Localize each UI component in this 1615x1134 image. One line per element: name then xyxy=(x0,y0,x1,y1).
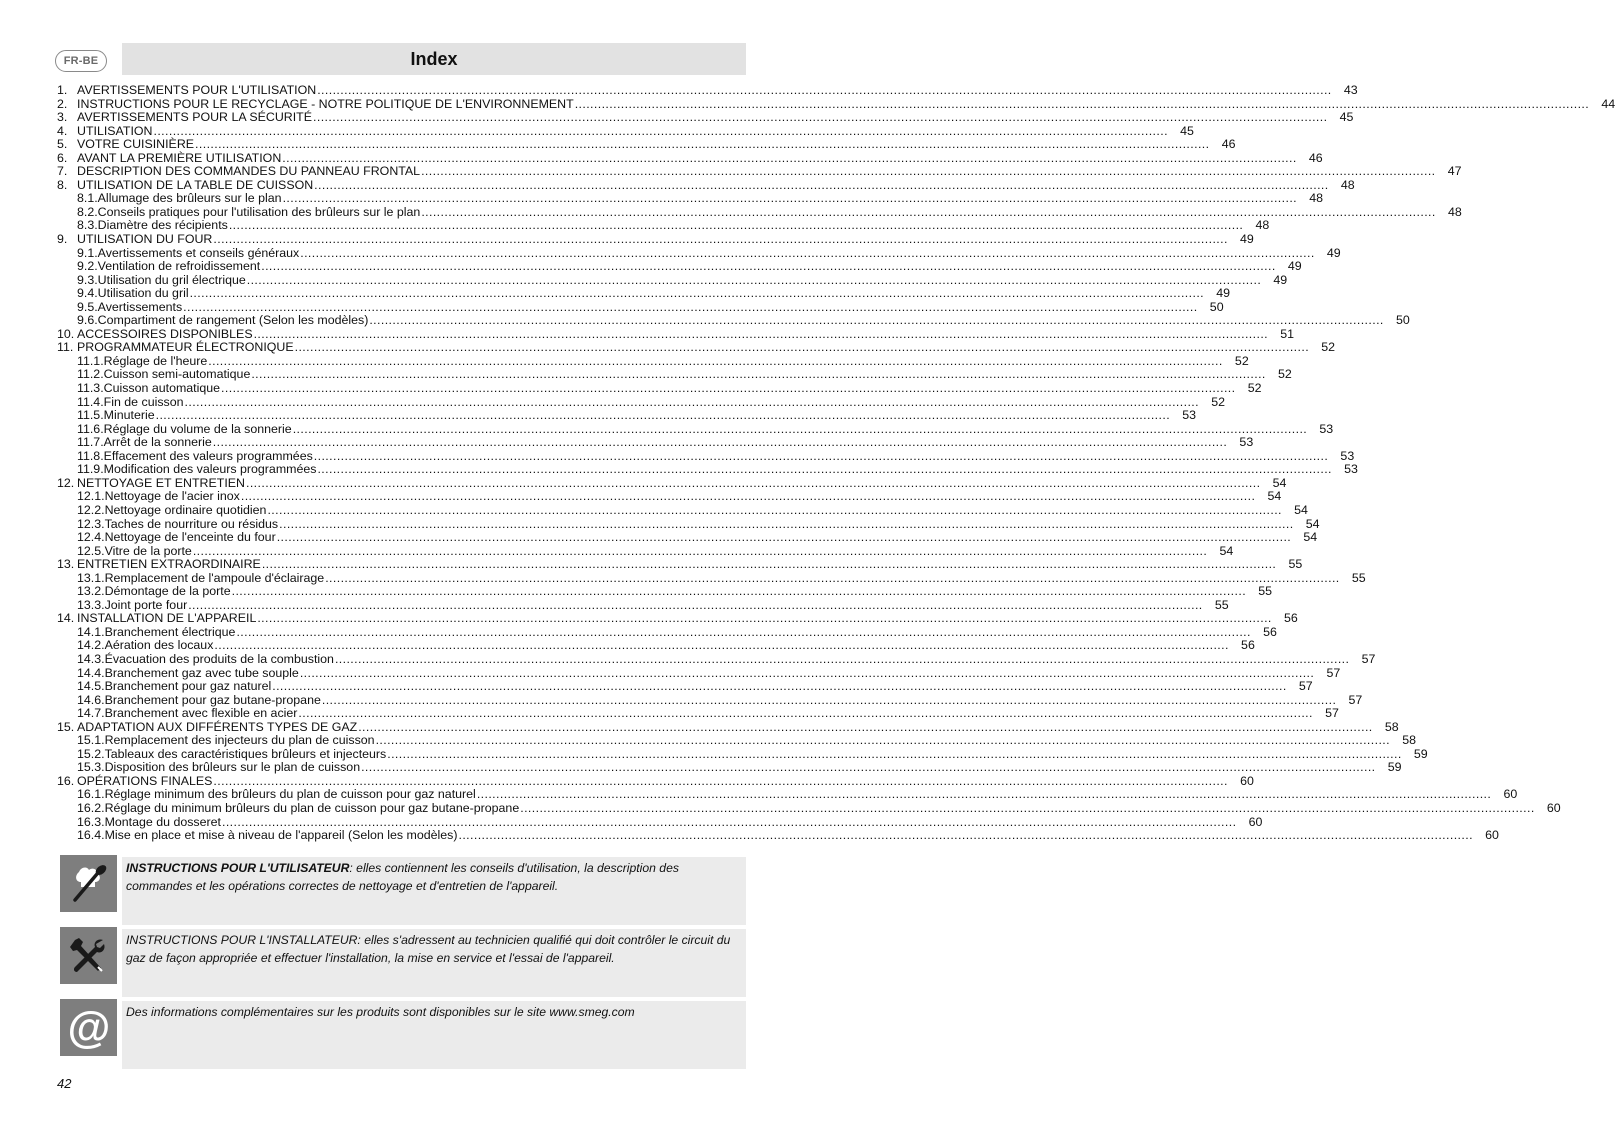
toc-entry-title: Avertissements xyxy=(97,299,183,314)
toc-entry-page: 57 xyxy=(1326,665,1341,680)
toc-entry-title: Branchement gaz avec tube souple xyxy=(104,665,299,680)
toc-dot-leader xyxy=(358,721,1372,735)
toc-entry-page: 52 xyxy=(1234,353,1249,368)
toc-entry-page: 54 xyxy=(1294,502,1308,517)
toc-dot-leader xyxy=(188,599,1202,613)
toc-entry-title: Arrêt de la sonnerie xyxy=(103,435,212,450)
toc-entry-page: 47 xyxy=(1447,164,1462,179)
toc-entry xyxy=(57,597,1229,613)
toc-dot-leader xyxy=(317,84,1331,98)
toc-entry-number: 11.3. xyxy=(77,381,104,396)
toc-entry-page: 43 xyxy=(1343,83,1358,97)
toc-entry-page: 53 xyxy=(1340,448,1355,463)
toc-dot-leader xyxy=(300,247,1314,261)
toc-dot-leader xyxy=(213,436,1227,450)
toc-entry-page: 46 xyxy=(1221,137,1236,152)
toc-entry-page: 48 xyxy=(1447,204,1462,219)
toc-dot-leader xyxy=(214,639,1228,653)
toc-entry-title: AVERTISSEMENTS POUR L'UTILISATION xyxy=(77,83,317,97)
toc-entry xyxy=(57,557,1303,572)
toc-entry xyxy=(57,245,1341,261)
toc-entry xyxy=(57,760,1402,775)
toc-entry-number: 12.3. xyxy=(77,516,105,531)
toc-entry-page: 60 xyxy=(1485,828,1499,843)
toc-entry-title: Branchement électrique xyxy=(104,624,236,639)
toc-dot-leader xyxy=(251,368,1265,382)
toc-entry-number: 11.2. xyxy=(77,367,104,382)
toc-entry-page: 53 xyxy=(1344,462,1358,477)
toc-entry-title: DESCRIPTION DES COMMANDES DU PANNEAU FRONTAL xyxy=(77,164,421,179)
toc-entry-title: Remplacement des injecteurs du plan de cuisson xyxy=(104,733,375,748)
toc-entry-page: 56 xyxy=(1283,611,1298,626)
toc-entry-number: 10. xyxy=(57,326,75,341)
toc-dot-leader xyxy=(295,341,1309,355)
toc-entry-page: 54 xyxy=(1305,516,1320,531)
info-user-body: : elles contiennent les conseils d'utilisation, la description des commandes et les opérations correctes de nettoyage et d'entretien de l'appareil. xyxy=(126,861,679,893)
toc-dot-leader xyxy=(241,490,1255,504)
toc-entry-page: 52 xyxy=(1321,340,1336,355)
toc-entry xyxy=(57,137,1236,152)
toc-entry-page: 60 xyxy=(1248,814,1263,829)
toc-entry-page: 57 xyxy=(1348,692,1363,707)
info-user-text xyxy=(122,855,746,925)
toc-entry-title: ACCESSOIRES DISPONIBLES xyxy=(77,326,253,341)
toc-entry-title: Ventilation de refroidissement xyxy=(97,259,261,274)
toc-entry-title: OPÉRATIONS FINALES xyxy=(77,773,213,788)
toc-dot-leader xyxy=(279,518,1293,532)
toc-entry xyxy=(57,489,1282,504)
toc-entry-number: 12. xyxy=(57,475,75,490)
toc-entry-title: Montage du dosseret xyxy=(104,814,221,829)
toc-dot-leader xyxy=(421,165,1435,179)
toc-entry-title: Fin de cuisson xyxy=(103,394,184,409)
toc-entry-title: Disposition des brûleurs sur le plan de cuisson xyxy=(104,760,361,775)
toc-entry-number: 4. xyxy=(57,123,68,138)
toc-entry-page: 46 xyxy=(1308,150,1323,165)
toc-entry-title: Tableaux des caractéristiques brûleurs et injecteurs xyxy=(104,746,387,761)
toc-entry-title: AVANT LA PREMIÈRE UTILISATION xyxy=(77,150,282,165)
toc-entry-title: NETTOYAGE ET ENTRETIEN xyxy=(77,475,245,490)
toc-entry-number: 11.7. xyxy=(77,435,104,450)
toc-entry-page: 54 xyxy=(1272,475,1287,490)
toc-entry xyxy=(57,733,1416,748)
toc-entry-page: 52 xyxy=(1277,367,1292,382)
toc-dot-leader xyxy=(257,612,1271,626)
toc-entry-page: 52 xyxy=(1247,381,1262,396)
toc-entry-page: 50 xyxy=(1395,313,1410,328)
toc-entry-title: Allumage des brûleurs sur le plan xyxy=(97,191,282,206)
toc-entry-title: PROGRAMMATEUR ÉLECTRONIQUE xyxy=(77,340,294,355)
toc-entry-title: Aération des locaux xyxy=(104,638,214,653)
toc-entry-number: 11.9. xyxy=(77,462,104,477)
toc-entry-title: Vitre de la porte xyxy=(104,543,192,558)
toc-dot-leader xyxy=(293,423,1307,437)
toc-entry-page: 59 xyxy=(1413,746,1428,761)
toc-entry-page: 55 xyxy=(1288,557,1303,572)
toc-entry-title: VOTRE CUISINIÈRE xyxy=(77,137,195,152)
toc-entry-number: 9. xyxy=(57,232,68,247)
toc-entry-title: Cuisson semi-automatique xyxy=(103,367,251,382)
toc-dot-leader xyxy=(477,788,1491,802)
toc-entry-page: 54 xyxy=(1219,543,1234,558)
toc-dot-leader xyxy=(313,111,1327,125)
toc-entry xyxy=(57,204,1462,220)
toc-entry xyxy=(57,110,1354,125)
toc-entry xyxy=(57,773,1254,789)
toc-entry-title: Mise en place et mise à niveau de l'appareil (Selon les modèles) xyxy=(104,828,458,843)
toc-entry-number: 9.4. xyxy=(77,286,98,301)
svg-text:@: @ xyxy=(67,1002,110,1052)
info-user-title: INSTRUCTIONS POUR L'UTILISATEUR xyxy=(126,861,350,875)
toc-entry-title: Nettoyage ordinaire quotidien xyxy=(104,502,267,517)
toc-entry-number: 9.1. xyxy=(77,245,98,260)
toc-entry-page: 56 xyxy=(1241,638,1255,653)
toc-dot-leader xyxy=(267,504,1281,518)
toc-entry xyxy=(57,638,1255,653)
page-number: 42 xyxy=(57,1076,72,1091)
toc-entry-number: 14. xyxy=(57,611,75,626)
toc-entry-number: 16.4. xyxy=(77,828,105,843)
toc-dot-leader xyxy=(283,192,1297,206)
toc-entry-page: 60 xyxy=(1503,787,1518,802)
toc-entry-page: 53 xyxy=(1239,435,1254,450)
toc-entry-number: 13.2. xyxy=(77,584,105,599)
toc-entry-title: INSTRUCTIONS POUR LE RECYCLAGE - NOTRE POLITIQUE DE L'ENVIRONNEMENT xyxy=(77,96,574,111)
toc-entry xyxy=(57,719,1399,735)
toc-entry xyxy=(57,421,1334,437)
toc-entry-title: UTILISATION xyxy=(77,123,153,138)
toc-entry-page: 48 xyxy=(1340,177,1355,192)
toc-entry-title: Nettoyage de l'acier inox xyxy=(104,489,240,504)
toc-entry xyxy=(57,651,1376,667)
toc-entry xyxy=(57,232,1254,247)
toc-entry-title: ENTRETIEN EXTRAORDINAIRE xyxy=(77,557,261,572)
toc-dot-leader xyxy=(156,409,1170,423)
toc-entry-page: 60 xyxy=(1240,773,1254,788)
toc-entry xyxy=(57,313,1410,328)
toc-entry-title: Modification des valeurs programmées xyxy=(103,462,317,477)
toc-entry xyxy=(57,299,1224,315)
toc-entry xyxy=(57,164,1462,179)
toc-entry-page: 59 xyxy=(1387,760,1402,775)
toc-entry xyxy=(57,502,1308,518)
toc-entry xyxy=(57,259,1302,274)
toc-dot-leader xyxy=(195,138,1209,152)
toc-entry-title: Cuisson automatique xyxy=(103,381,221,396)
toc-entry-title: Conseils pratiques pour l'utilisation des brûleurs sur le plan xyxy=(97,204,421,219)
toc-entry-page: 60 xyxy=(1546,800,1561,815)
toc-entry xyxy=(57,435,1254,450)
toc-entry-number: 16.3. xyxy=(77,814,105,829)
toc-entry-page: 48 xyxy=(1309,191,1324,206)
toc-entry-number: 11.1. xyxy=(77,353,104,368)
toc-entry xyxy=(57,543,1234,559)
toc-entry-page: 49 xyxy=(1287,259,1302,274)
toc-entry-number: 12.2. xyxy=(77,502,105,517)
toc-entry xyxy=(57,394,1225,410)
toc-entry xyxy=(57,584,1273,599)
toc-entry-title: UTILISATION DU FOUR xyxy=(77,232,213,247)
toc-entry-title: ADAPTATION AUX DIFFÉRENTS TYPES DE GAZ xyxy=(77,719,358,734)
toc-entry-number: 2. xyxy=(57,96,68,111)
toc-entry-title: Effacement des valeurs programmées xyxy=(103,448,313,463)
toc-entry-page: 49 xyxy=(1326,245,1341,260)
toc-entry xyxy=(57,570,1366,586)
toc-entry-number: 11. xyxy=(57,340,74,355)
toc-entry-title: Démontage de la porte xyxy=(104,584,231,599)
toc-entry-page: 58 xyxy=(1384,719,1399,734)
toc-entry-number: 8.2. xyxy=(77,204,98,219)
toc-entry-title: UTILISATION DE LA TABLE DE CUISSON xyxy=(77,177,314,192)
spoon-chef-icon xyxy=(60,855,117,912)
toc-dot-leader xyxy=(185,396,1199,410)
toc-entry xyxy=(57,828,1499,843)
toc-entry-title: Branchement pour gaz naturel xyxy=(104,679,272,694)
toc-dot-leader xyxy=(154,125,1168,139)
toc-entry xyxy=(57,353,1249,369)
toc-entry-title: Utilisation du gril électrique xyxy=(97,272,246,287)
page-title: Index xyxy=(122,43,746,75)
toc-entry xyxy=(57,272,1288,288)
toc-entry-number: 14.5. xyxy=(77,679,105,694)
info-installer-text: INSTRUCTIONS POUR L'INSTALLATEUR: elles s'adressent au technicien qualifié qui doit contrôler le circuit du gaz de façon appropriée et effectuer l'installation, la mise en service et l'essai de l'appareil. xyxy=(122,927,746,997)
tools-icon xyxy=(60,927,117,984)
toc-entry xyxy=(57,530,1318,545)
toc-entry-title: Branchement pour gaz butane-propane xyxy=(104,692,321,707)
toc-dot-leader xyxy=(421,206,1435,220)
toc-entry-number: 16.1. xyxy=(77,787,105,802)
toc-entry-number: 14.4. xyxy=(77,665,105,680)
toc-entry xyxy=(57,706,1339,721)
info-web-text: Des informations complémentaires sur les produits sont disponibles sur le site www.smeg.com xyxy=(122,999,746,1069)
toc-entry xyxy=(57,177,1355,193)
toc-dot-leader xyxy=(272,680,1286,694)
toc-entry-title: Branchement avec flexible en acier xyxy=(104,706,298,721)
toc-entry-number: 16.2. xyxy=(77,800,105,815)
toc-entry-number: 15.2. xyxy=(77,746,105,761)
toc-entry-number: 15. xyxy=(57,719,75,734)
toc-entry-title: Avertissements et conseils généraux xyxy=(97,245,300,260)
toc-entry-page: 53 xyxy=(1319,421,1334,436)
toc-entry-number: 14.6. xyxy=(77,692,105,707)
toc-entry-number: 13.1. xyxy=(77,570,105,585)
toc-dot-leader xyxy=(232,585,1246,599)
toc-entry-page: 57 xyxy=(1361,651,1376,666)
toc-dot-leader xyxy=(193,545,1207,559)
toc-dot-leader xyxy=(314,179,1328,193)
language-badge: FR-BE xyxy=(55,50,107,72)
toc-dot-leader xyxy=(575,98,1589,112)
toc-entry-number: 3. xyxy=(57,110,68,125)
toc-dot-leader xyxy=(236,626,1250,640)
toc-dot-leader xyxy=(261,260,1275,274)
toc-dot-leader xyxy=(247,274,1261,288)
toc-entry xyxy=(57,814,1263,830)
toc-entry-page: 54 xyxy=(1267,489,1282,504)
toc-entry-number: 11.4. xyxy=(77,394,104,409)
toc-entry-number: 14.1. xyxy=(77,624,105,639)
toc-entry-title: Diamètre des récipients xyxy=(97,218,228,233)
toc-entry-number: 16. xyxy=(57,773,75,788)
at-sign-icon xyxy=(60,999,117,1056)
toc-dot-leader xyxy=(213,233,1227,247)
toc-dot-leader xyxy=(300,667,1314,681)
toc-dot-leader xyxy=(317,463,1331,477)
toc-entry-page: 49 xyxy=(1216,286,1231,301)
toc-entry-number: 11.6. xyxy=(77,421,104,436)
toc-dot-leader xyxy=(314,450,1328,464)
toc-entry-number: 7. xyxy=(57,164,68,179)
toc-dot-leader xyxy=(229,219,1243,233)
toc-entry xyxy=(57,191,1324,206)
toc-entry xyxy=(57,150,1323,166)
toc-dot-leader xyxy=(208,355,1222,369)
toc-entry-number: 15.3. xyxy=(77,760,105,775)
toc-entry-number: 8. xyxy=(57,177,68,192)
toc-entry xyxy=(57,611,1298,626)
toc-entry-number: 12.1. xyxy=(77,489,105,504)
toc-dot-leader xyxy=(335,653,1349,667)
toc-entry-number: 8.1. xyxy=(77,191,98,206)
toc-dot-leader xyxy=(262,558,1276,572)
toc-entry xyxy=(57,692,1363,708)
toc-entry-number: 8.3. xyxy=(77,218,98,233)
toc-entry xyxy=(57,746,1428,762)
toc-dot-leader xyxy=(387,748,1401,762)
toc-entry xyxy=(57,516,1320,532)
toc-dot-leader xyxy=(190,287,1204,301)
toc-entry-page: 52 xyxy=(1211,394,1225,409)
toc-entry-title: Réglage du volume de la sonnerie xyxy=(103,421,292,436)
toc-entry xyxy=(57,800,1561,816)
toc-entry xyxy=(57,83,1358,98)
toc-dot-leader xyxy=(246,477,1260,491)
toc-dot-leader xyxy=(361,761,1375,775)
toc-entry-number: 6. xyxy=(57,150,68,165)
toc-entry-page: 55 xyxy=(1214,597,1229,612)
info-installer-instructions xyxy=(60,927,746,997)
toc-entry-page: 55 xyxy=(1258,584,1273,599)
toc-dot-leader xyxy=(282,152,1296,166)
toc-entry-number: 9.3. xyxy=(77,272,98,287)
toc-entry-number: 14.7. xyxy=(77,706,105,721)
toc-entry xyxy=(57,679,1313,694)
toc-entry-page: 51 xyxy=(1280,326,1295,341)
toc-entry-title: Nettoyage de l'enceinte du four xyxy=(104,530,276,545)
info-web xyxy=(60,999,746,1069)
toc-dot-leader xyxy=(369,314,1383,328)
info-user-instructions xyxy=(60,855,746,925)
toc-entry-page: 57 xyxy=(1325,706,1339,721)
toc-entry xyxy=(57,340,1336,355)
toc-dot-leader xyxy=(298,707,1312,721)
toc-entry xyxy=(57,381,1262,396)
toc-dot-leader xyxy=(520,802,1534,816)
toc-entry-page: 49 xyxy=(1273,272,1288,287)
toc-entry-number: 12.4. xyxy=(77,530,105,545)
toc-entry-title: Réglage du minimum brûleurs du plan de cuisson pour gaz butane-propane xyxy=(104,800,520,815)
toc-entry-number: 5. xyxy=(57,137,68,152)
toc-dot-leader xyxy=(213,775,1227,789)
toc-entry-title: Joint porte four xyxy=(104,597,188,612)
toc-dot-leader xyxy=(376,734,1390,748)
toc-dot-leader xyxy=(277,531,1291,545)
toc-dot-leader xyxy=(254,328,1268,342)
toc-dot-leader xyxy=(183,301,1197,315)
toc-dot-leader xyxy=(459,829,1473,843)
toc-entry-page: 56 xyxy=(1263,624,1277,639)
toc-entry xyxy=(57,462,1358,477)
toc-entry-page: 53 xyxy=(1182,408,1197,423)
toc-entry xyxy=(57,665,1341,681)
toc-entry-title: Évacuation des produits de la combustion xyxy=(104,651,334,666)
toc-entry-page: 50 xyxy=(1209,299,1224,314)
toc-entry xyxy=(57,286,1231,301)
toc-dot-leader xyxy=(222,816,1236,830)
toc-entry-number: 13.3. xyxy=(77,597,105,612)
toc-entry-page: 49 xyxy=(1240,232,1254,247)
toc-dot-leader xyxy=(325,572,1339,586)
toc-entry-number: 13. xyxy=(57,557,75,572)
toc-dot-leader xyxy=(221,382,1235,396)
toc-entry xyxy=(57,218,1270,233)
toc-entry-page: 58 xyxy=(1402,733,1416,748)
toc-dot-leader xyxy=(322,694,1336,708)
toc-entry xyxy=(57,787,1518,802)
toc-entry xyxy=(57,367,1292,382)
toc-entry-title: Utilisation du gril xyxy=(97,286,189,301)
toc-entry xyxy=(57,624,1277,640)
toc-entry-number: 1. xyxy=(57,83,68,97)
toc-entry-page: 45 xyxy=(1339,110,1354,125)
toc-entry-number: 9.6. xyxy=(77,313,98,328)
toc-entry-title: Taches de nourriture ou résidus xyxy=(104,516,279,531)
toc-entry-page: 57 xyxy=(1298,679,1313,694)
toc-entry-title: Compartiment de rangement (Selon les modèles) xyxy=(97,313,369,328)
toc-entry-number: 14.3. xyxy=(77,651,105,666)
toc-entry-number: 15.1. xyxy=(77,733,105,748)
toc-entry-number: 14.2. xyxy=(77,638,105,653)
toc-entry-number: 11.5. xyxy=(77,408,104,423)
toc-entry-title: INSTALLATION DE L'APPAREIL xyxy=(77,611,257,626)
toc-entry-number: 12.5. xyxy=(77,543,105,558)
toc-entry-page: 54 xyxy=(1303,530,1318,545)
toc-entry-title: AVERTISSEMENTS POUR LA SÉCURITÉ xyxy=(77,110,313,125)
toc-entry-number: 9.5. xyxy=(77,299,98,314)
toc-entry xyxy=(57,475,1287,491)
toc-entry-number: 11.8. xyxy=(77,448,104,463)
toc-entry xyxy=(57,408,1197,423)
toc-entry xyxy=(57,448,1355,464)
toc-entry-page: 55 xyxy=(1351,570,1366,585)
toc-entry-page: 48 xyxy=(1255,218,1270,233)
toc-entry-title: Remplacement de l'ampoule d'éclairage xyxy=(104,570,325,585)
toc-entry-number: 9.2. xyxy=(77,259,98,274)
toc-entry-page: 44 xyxy=(1601,96,1615,111)
toc-entry-title: Réglage minimum des brûleurs du plan de cuisson pour gaz naturel xyxy=(104,787,476,802)
toc-entry-page: 45 xyxy=(1180,123,1194,138)
toc-entry-title: Réglage de l'heure xyxy=(103,353,208,368)
table-of-contents xyxy=(57,83,1615,843)
toc-entry-title: Minuterie xyxy=(103,408,155,423)
